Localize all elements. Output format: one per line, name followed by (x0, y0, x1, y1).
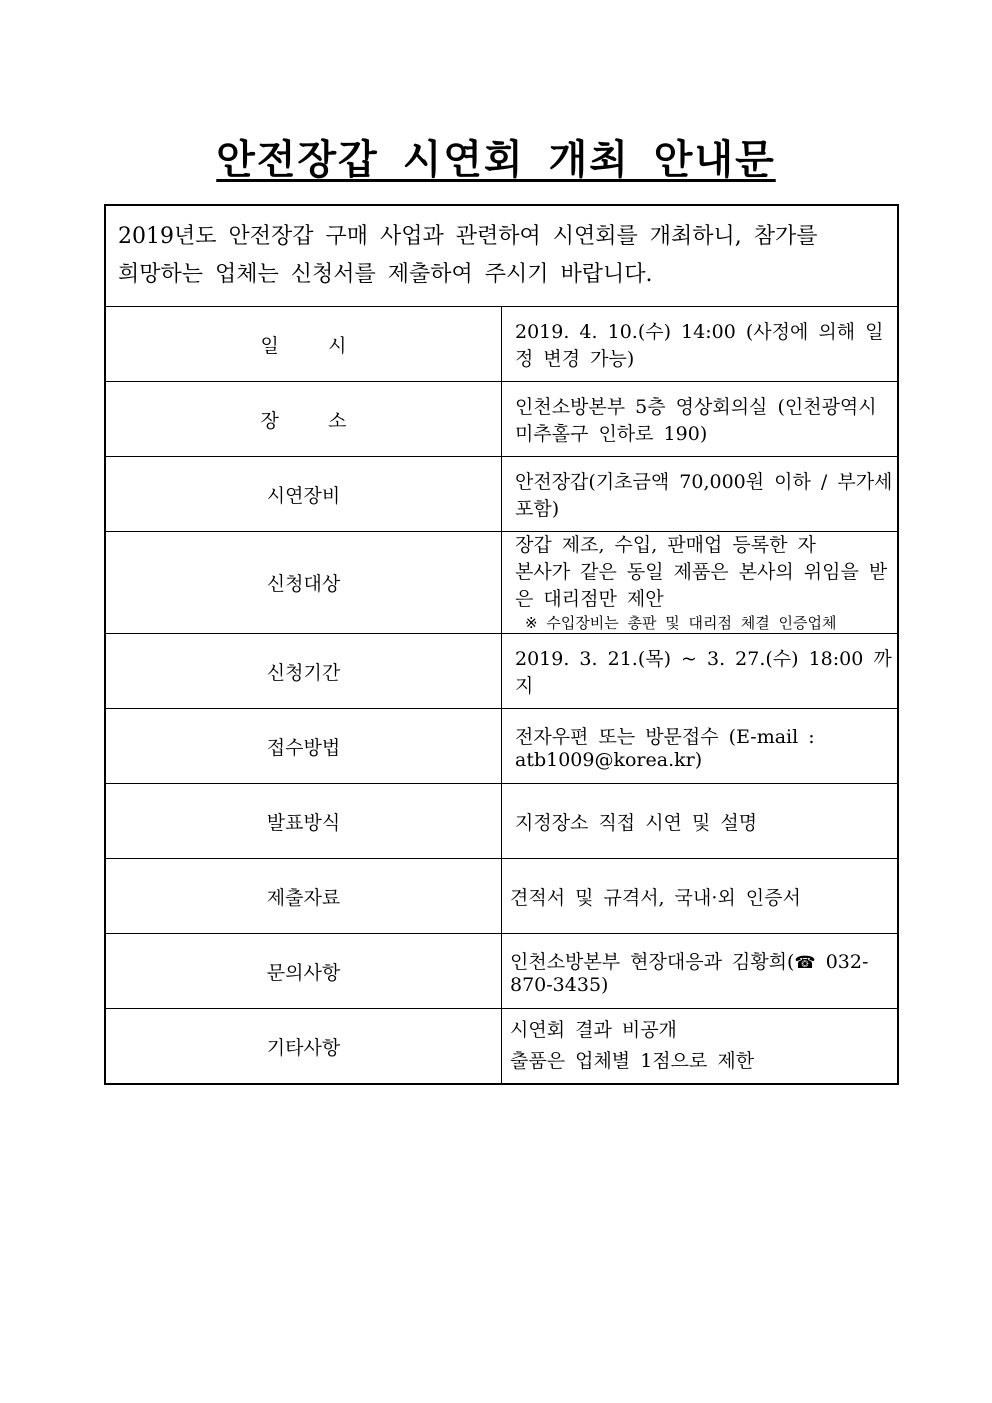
contact-prefix: 인천소방본부 현장대응과 김황희( (510, 950, 795, 973)
label-date: 일 시 (105, 307, 502, 382)
target-line-1: 장갑 제조, 수입, 판매업 등록한 자 (515, 534, 816, 556)
target-note: ※ 수입장비는 총판 및 대리점 체결 인증업체 (525, 614, 837, 632)
row-target (105, 532, 898, 634)
value-date: 2019. 4. 10.(수) 14:00 (사정에 의해 일정 변경 가능) (502, 307, 899, 382)
row-date (105, 307, 898, 382)
value-contact (502, 934, 899, 1009)
phone-icon: ☎ (794, 952, 816, 973)
label-target: 신청대상 (105, 532, 502, 634)
intro-line-2: 희망하는 업체는 신청서를 제출하여 주시기 바랍니다. (118, 262, 653, 287)
page-title: 안전장갑 시연회 개최 안내문 (216, 137, 776, 183)
value-target (502, 532, 899, 634)
value-period: 2019. 3. 21.(목) ~ 3. 27.(수) 18:00 까지 (502, 634, 899, 709)
value-presentation: 지정장소 직접 시연 및 설명 (502, 784, 899, 859)
row-period (105, 634, 898, 709)
label-contact: 문의사항 (105, 934, 502, 1009)
row-other (105, 1009, 898, 1085)
label-method: 접수방법 (105, 709, 502, 784)
row-equipment (105, 457, 898, 532)
intro-text (105, 205, 898, 307)
label-documents: 제출자료 (105, 859, 502, 934)
row-presentation (105, 784, 898, 859)
other-line-2: 출품은 업체별 1점으로 제한 (510, 1050, 755, 1072)
row-contact (105, 934, 898, 1009)
row-documents (105, 859, 898, 934)
label-other: 기타사항 (105, 1009, 502, 1085)
row-method (105, 709, 898, 784)
value-place: 인천소방본부 5층 영상회의실 (인천광역시 미추홀구 인하로 190) (502, 382, 899, 457)
notice-table (104, 204, 899, 1085)
contact-phone: 032-870-3435) (510, 950, 869, 996)
value-method: 전자우편 또는 방문접수 (E-mail : atb1009@korea.kr) (502, 709, 899, 784)
other-line-1: 시연회 결과 비공개 (510, 1019, 677, 1041)
label-place: 장 소 (105, 382, 502, 457)
target-line-2: 본사가 같은 동일 제품은 본사의 위임을 받은 대리점만 제안 (515, 561, 888, 610)
label-presentation: 발표방식 (105, 784, 502, 859)
intro-line-1: 2019년도 안전장갑 구매 사업과 관련하여 시연회를 개최하니, 참가를 (118, 224, 818, 249)
value-equipment: 안전장갑(기초금액 70,000원 이하 / 부가세포함) (502, 457, 899, 532)
label-equipment: 시연장비 (105, 457, 502, 532)
label-period: 신청기간 (105, 634, 502, 709)
value-documents: 견적서 및 규격서, 국내·외 인증서 (502, 859, 899, 934)
row-place (105, 382, 898, 457)
value-other (502, 1009, 899, 1085)
